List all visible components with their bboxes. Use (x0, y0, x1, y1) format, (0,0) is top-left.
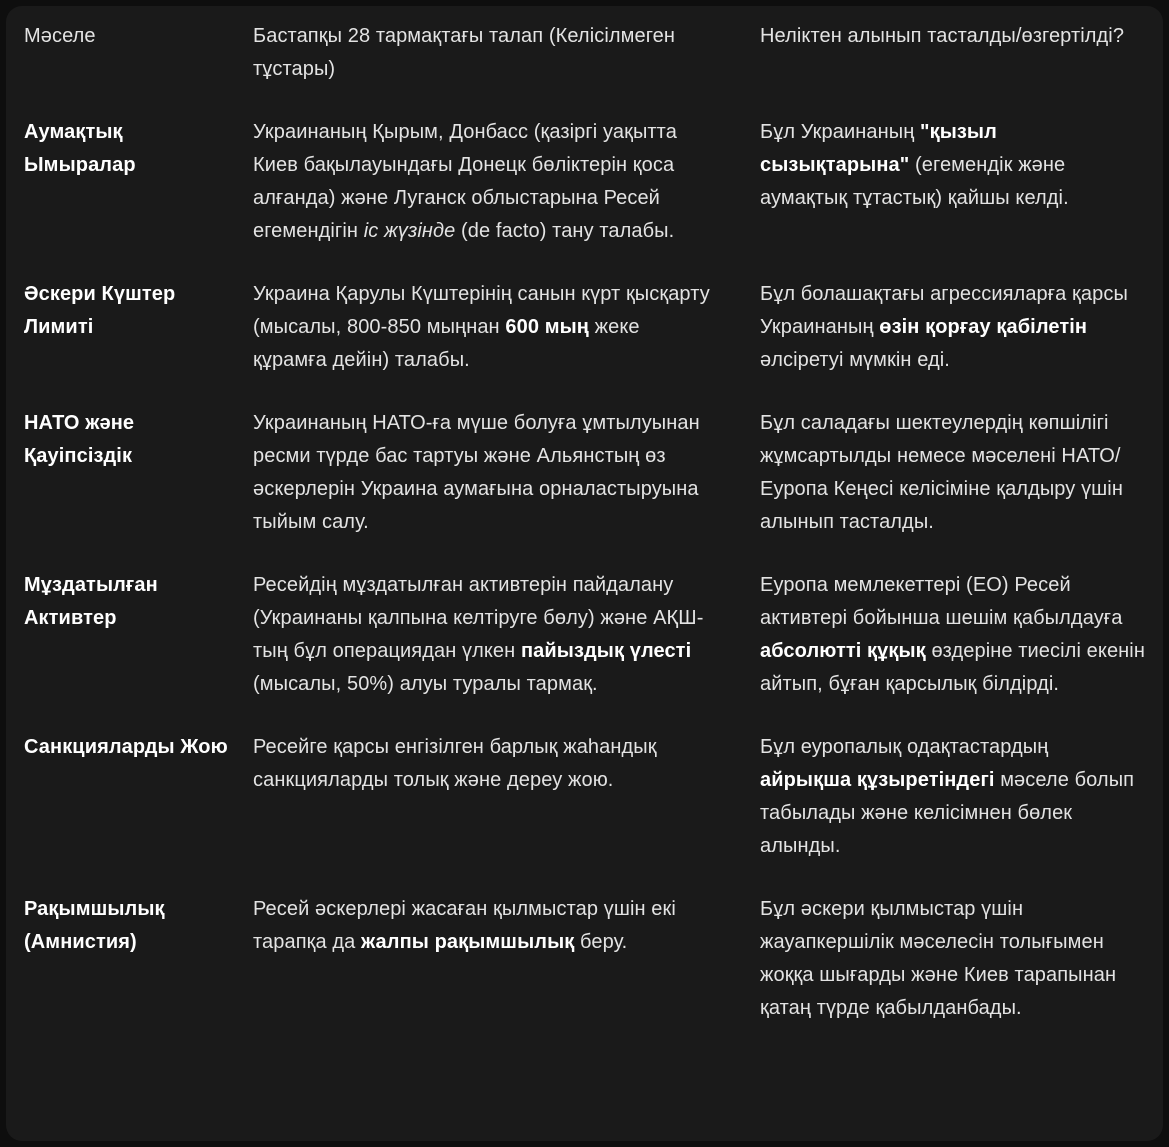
cell-issue: Мұздатылған Активтер (24, 574, 158, 629)
cell-reason: Бұл болашақтағы агрессияларға қарсы Украинаның өзін қорғау қабілетін әлсіретуі мүмкін еді. (760, 283, 1128, 371)
cell-issue: НАТО және Қауіпсіздік (24, 412, 135, 467)
cell-demand: Ресей әскерлері жасаған қылмыстар үшін екі тарапқа да жалпы рақымшылық беру. (253, 898, 676, 953)
cell-demand: Ресейдің мұздатылған активтерін пайдалану (Украинаны қалпына келтіруге бөлу) және АҚШ-тың бұл операциядан үлкен пайыздық үлесті (мысалы, 50%) алуы туралы тармақ. (253, 574, 704, 695)
header-cell-demand: Бастапқы 28 тармақтағы талап (Келісілмеген тұстары) (253, 25, 676, 80)
header-cell-reason: Неліктен алынып тасталды/өзгертілді? (760, 25, 1125, 47)
cell-demand: Украинаның НАТО-ға мүше болуға ұмтылуынан ресми түрде бас тартуы және Альянстың өз әскерлерін Украина аумағына орналастыруына тыйым салу. (253, 412, 700, 533)
header-cell-issue: Мәселе (24, 25, 96, 47)
cell-demand: Украина Қарулы Күштерінің санын күрт қысқарту (мысалы, 800-850 мыңнан 600 мың жеке құрамға дейін) талабы. (253, 283, 710, 371)
cell-issue: Рақымшылық (Амнистия) (24, 898, 165, 953)
cell-issue: Санкцияларды Жою (24, 736, 228, 758)
cell-demand: Ресейге қарсы енгізілген барлық жаһандық санкцияларды толық және дереу жою. (253, 736, 657, 791)
cell-reason: Бұл Украинаның "қызыл сызықтарына" (егемендік және аумақтық тұтастық) қайшы келді. (760, 121, 1069, 209)
table-grid (24, 6, 1145, 1040)
cell-reason: Еуропа мемлекеттері (ЕО) Ресей активтері бойынша шешім қабылдауға абсолютті құқық өздеріне тиесілі екенін айтып, бұған қарсылық білдірді. (760, 574, 1145, 695)
cell-demand: Украинаның Қырым, Донбасс (қазіргі уақытта Киев бақылауындағы Донецк бөліктерін қоса алғанда) және Луганск облыстарына Ресей егемендігін іс жүзінде (de facto) тану талабы. (253, 121, 677, 242)
cell-reason: Бұл саладағы шектеулердің көпшілігі жұмсартылды немесе мәселені НАТО/Еуропа Кеңесі келісіміне қалдыру үшін алынып тасталды. (760, 412, 1123, 533)
cell-issue: Әскери Күштер Лимиті (24, 283, 176, 338)
comparison-table (6, 6, 1163, 1141)
cell-issue: Аумақтық Ымыралар (24, 121, 136, 176)
cell-reason: Бұл еуропалық одақтастардың айрықша құзыретіндегі мәселе болып табылады және келісімнен бөлек алынды. (760, 736, 1135, 857)
cell-reason: Бұл әскери қылмыстар үшін жауапкершілік мәселесін толығымен жоққа шығарды және Киев тарапынан қатаң түрде қабылданбады. (760, 898, 1117, 1019)
